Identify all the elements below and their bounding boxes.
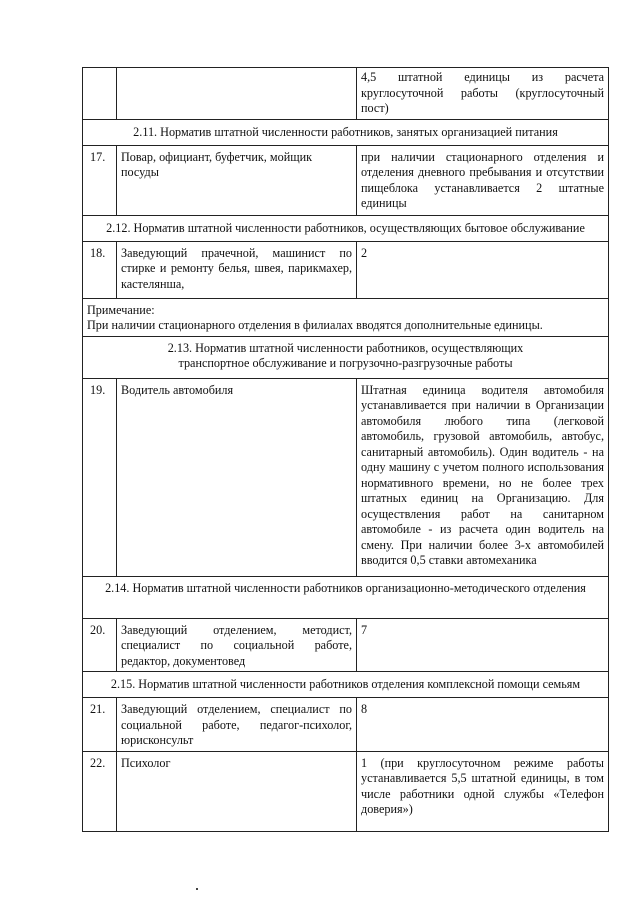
section-heading-2-13: 2.13. Норматив штатной численности работников, осуществляющих транспортное обслуживание и погрузочно-разгрузочные работы: [83, 336, 609, 378]
section-heading-2-12: 2.12. Норматив штатной численности работников, осуществляющих бытовое обслуживание: [83, 215, 609, 241]
position-cell: Водитель автомобиля: [117, 378, 357, 576]
note-cell: [83, 298, 609, 336]
section-heading-2-11: 2.11. Норматив штатной численности работников, занятых организацией питания: [83, 119, 609, 145]
section-heading-row: [83, 672, 609, 698]
position-cell: [117, 68, 357, 120]
section-heading-2-14: 2.14. Норматив штатной численности работников организационно-методического отделения: [83, 576, 609, 618]
table-row: [83, 618, 609, 672]
row-number-cell: 19.: [83, 378, 117, 576]
position-cell: Психолог: [117, 751, 357, 831]
row-number-cell: [83, 68, 117, 120]
table-row: [83, 145, 609, 215]
position-cell: Заведующий отделением, методист, специалист по социальной работе, редактор, документовед: [117, 618, 357, 672]
position-cell: Заведующий прачечной, машинист по стирке и ремонту белья, швея, парикмахер, кастелянша,: [117, 241, 357, 298]
section-heading-row: [83, 576, 609, 618]
table-row: [83, 698, 609, 752]
table-row: [83, 68, 609, 120]
position-cell: Заведующий отделением, специалист по социальной работе, педагог-психолог, юрисконсульт: [117, 698, 357, 752]
norm-cell: 7: [357, 618, 609, 672]
table-row: [83, 378, 609, 576]
scan-speck: [196, 888, 198, 890]
staffing-norms-table: [82, 67, 609, 832]
table-row: [83, 241, 609, 298]
note-text: При наличии стационарного отделения в филиалах вводятся дополнительные единицы.: [87, 318, 543, 332]
row-number-cell: 21.: [83, 698, 117, 752]
row-number-cell: 20.: [83, 618, 117, 672]
row-number-cell: 17.: [83, 145, 117, 215]
row-number-cell: 18.: [83, 241, 117, 298]
norm-cell: при наличии стационарного отделения и отделения дневного пребывания и отсутствии пищеблока устанавливается 2 штатные единицы: [357, 145, 609, 215]
note-row: [83, 298, 609, 336]
position-cell: Повар, официант, буфетчик, мойщик посуды: [117, 145, 357, 215]
section-heading-row: [83, 119, 609, 145]
section-heading-row: [83, 336, 609, 378]
norm-cell: 4,5 штатной единицы из расчета круглосуточной работы (круглосуточный пост): [357, 68, 609, 120]
norm-cell: 2: [357, 241, 609, 298]
section-heading-row: [83, 215, 609, 241]
norm-cell: 1 (при круглосуточном режиме работы устанавливается 5,5 штатной единицы, в том числе работники одной службы «Телефон доверия»): [357, 751, 609, 831]
table-row: [83, 751, 609, 831]
document-page: [82, 67, 608, 832]
norm-cell: Штатная единица водителя автомобиля устанавливается при наличии в Организации автомобиля любого типа (легковой автомобиль, грузовой автомобиль, автобус, санитарный автомобиль). Один водитель - на одну машину с учетом полного использования нормативного времени, но не более трех штатных единиц на Организацию. Для осуществления работ на санитарном автомобиле - из расчета один водитель на смену. При наличии более 3-х автомобилей вводится 0,5 ставки автомеханика: [357, 378, 609, 576]
row-number-cell: 22.: [83, 751, 117, 831]
note-title: Примечание:: [87, 302, 155, 317]
norm-cell: 8: [357, 698, 609, 752]
section-heading-2-15: 2.15. Норматив штатной численности работников отделения комплексной помощи семьям: [83, 672, 609, 698]
